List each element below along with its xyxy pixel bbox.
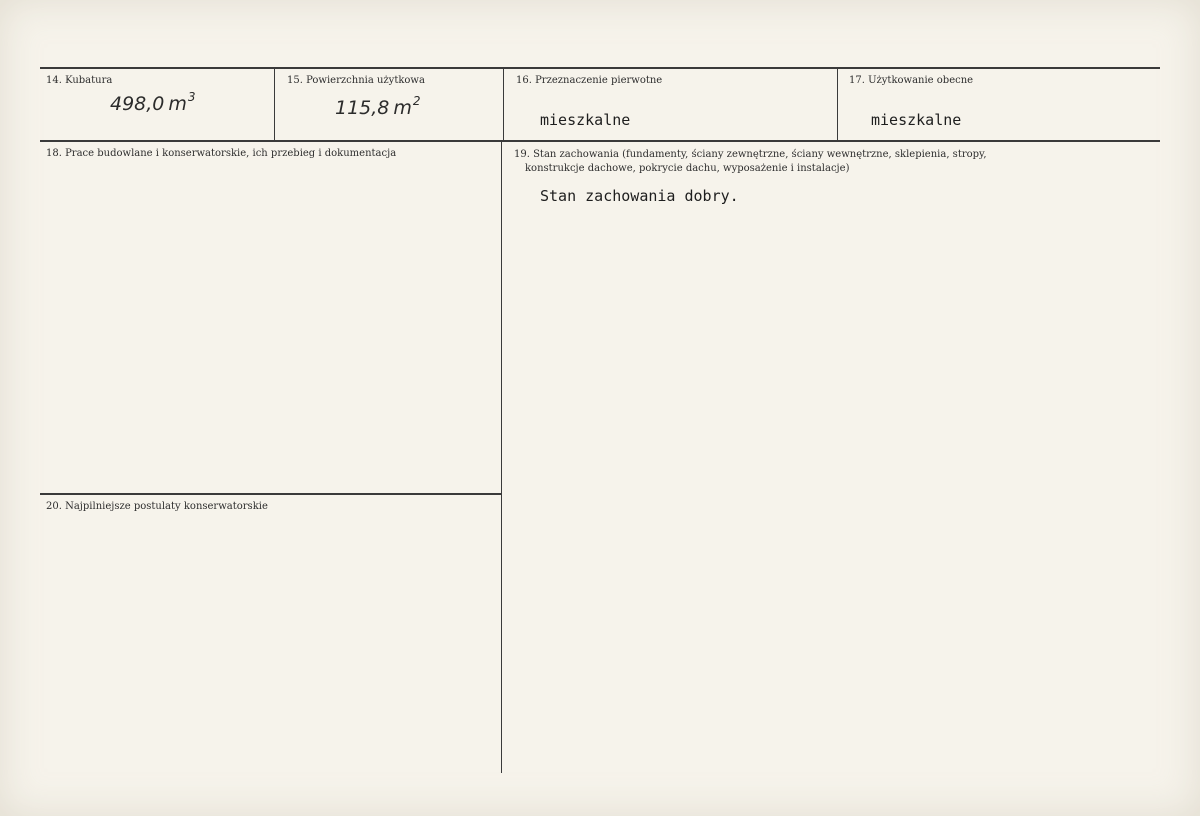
divider-15-16 <box>503 68 504 140</box>
field-17-value[interactable]: mieszkalne <box>871 111 962 129</box>
field-16-value[interactable]: mieszkalne <box>540 111 631 129</box>
top-rule <box>40 67 1160 69</box>
field-19-label-line-1: 19. Stan zachowania (fundamenty, ściany zewnętrzne, ściany wewnętrzne, sklepienia, stropy, <box>514 149 987 160</box>
field-15-number: 115,8 <box>335 97 390 119</box>
field-20-content-area[interactable] <box>42 518 497 768</box>
field-15-unit: m <box>393 97 412 119</box>
field-20-label: 20. Najpilniejsze postulaty konserwatorskie <box>46 501 268 512</box>
row-divider-rule <box>40 140 1160 142</box>
field-18-content-area[interactable] <box>42 165 497 487</box>
field-14-exponent: 3 <box>187 90 196 104</box>
divider-16-17 <box>837 68 838 140</box>
field-19-value[interactable]: Stan zachowania dobry. <box>540 187 739 205</box>
field-15-value[interactable] <box>335 94 421 119</box>
divider-left-right-column <box>501 141 502 773</box>
field-16-label: 16. Przeznaczenie pierwotne <box>516 75 663 86</box>
field-20-top-rule <box>40 493 501 495</box>
field-15-exponent: 2 <box>412 94 421 108</box>
field-14-value[interactable] <box>110 90 196 115</box>
field-18-label: 18. Prace budowlane i konserwatorskie, ich przebieg i dokumentacja <box>46 148 397 159</box>
field-19-label-line-2: konstrukcje dachowe, pokrycie dachu, wyposażenie i instalacje) <box>525 163 850 174</box>
field-14-unit: m <box>168 93 187 115</box>
field-14-label: 14. Kubatura <box>46 75 113 86</box>
field-15-label: 15. Powierzchnia użytkowa <box>287 75 425 86</box>
field-14-number: 498,0 <box>110 93 165 115</box>
divider-14-15 <box>274 68 275 140</box>
field-17-label: 17. Użytkowanie obecne <box>849 75 974 86</box>
